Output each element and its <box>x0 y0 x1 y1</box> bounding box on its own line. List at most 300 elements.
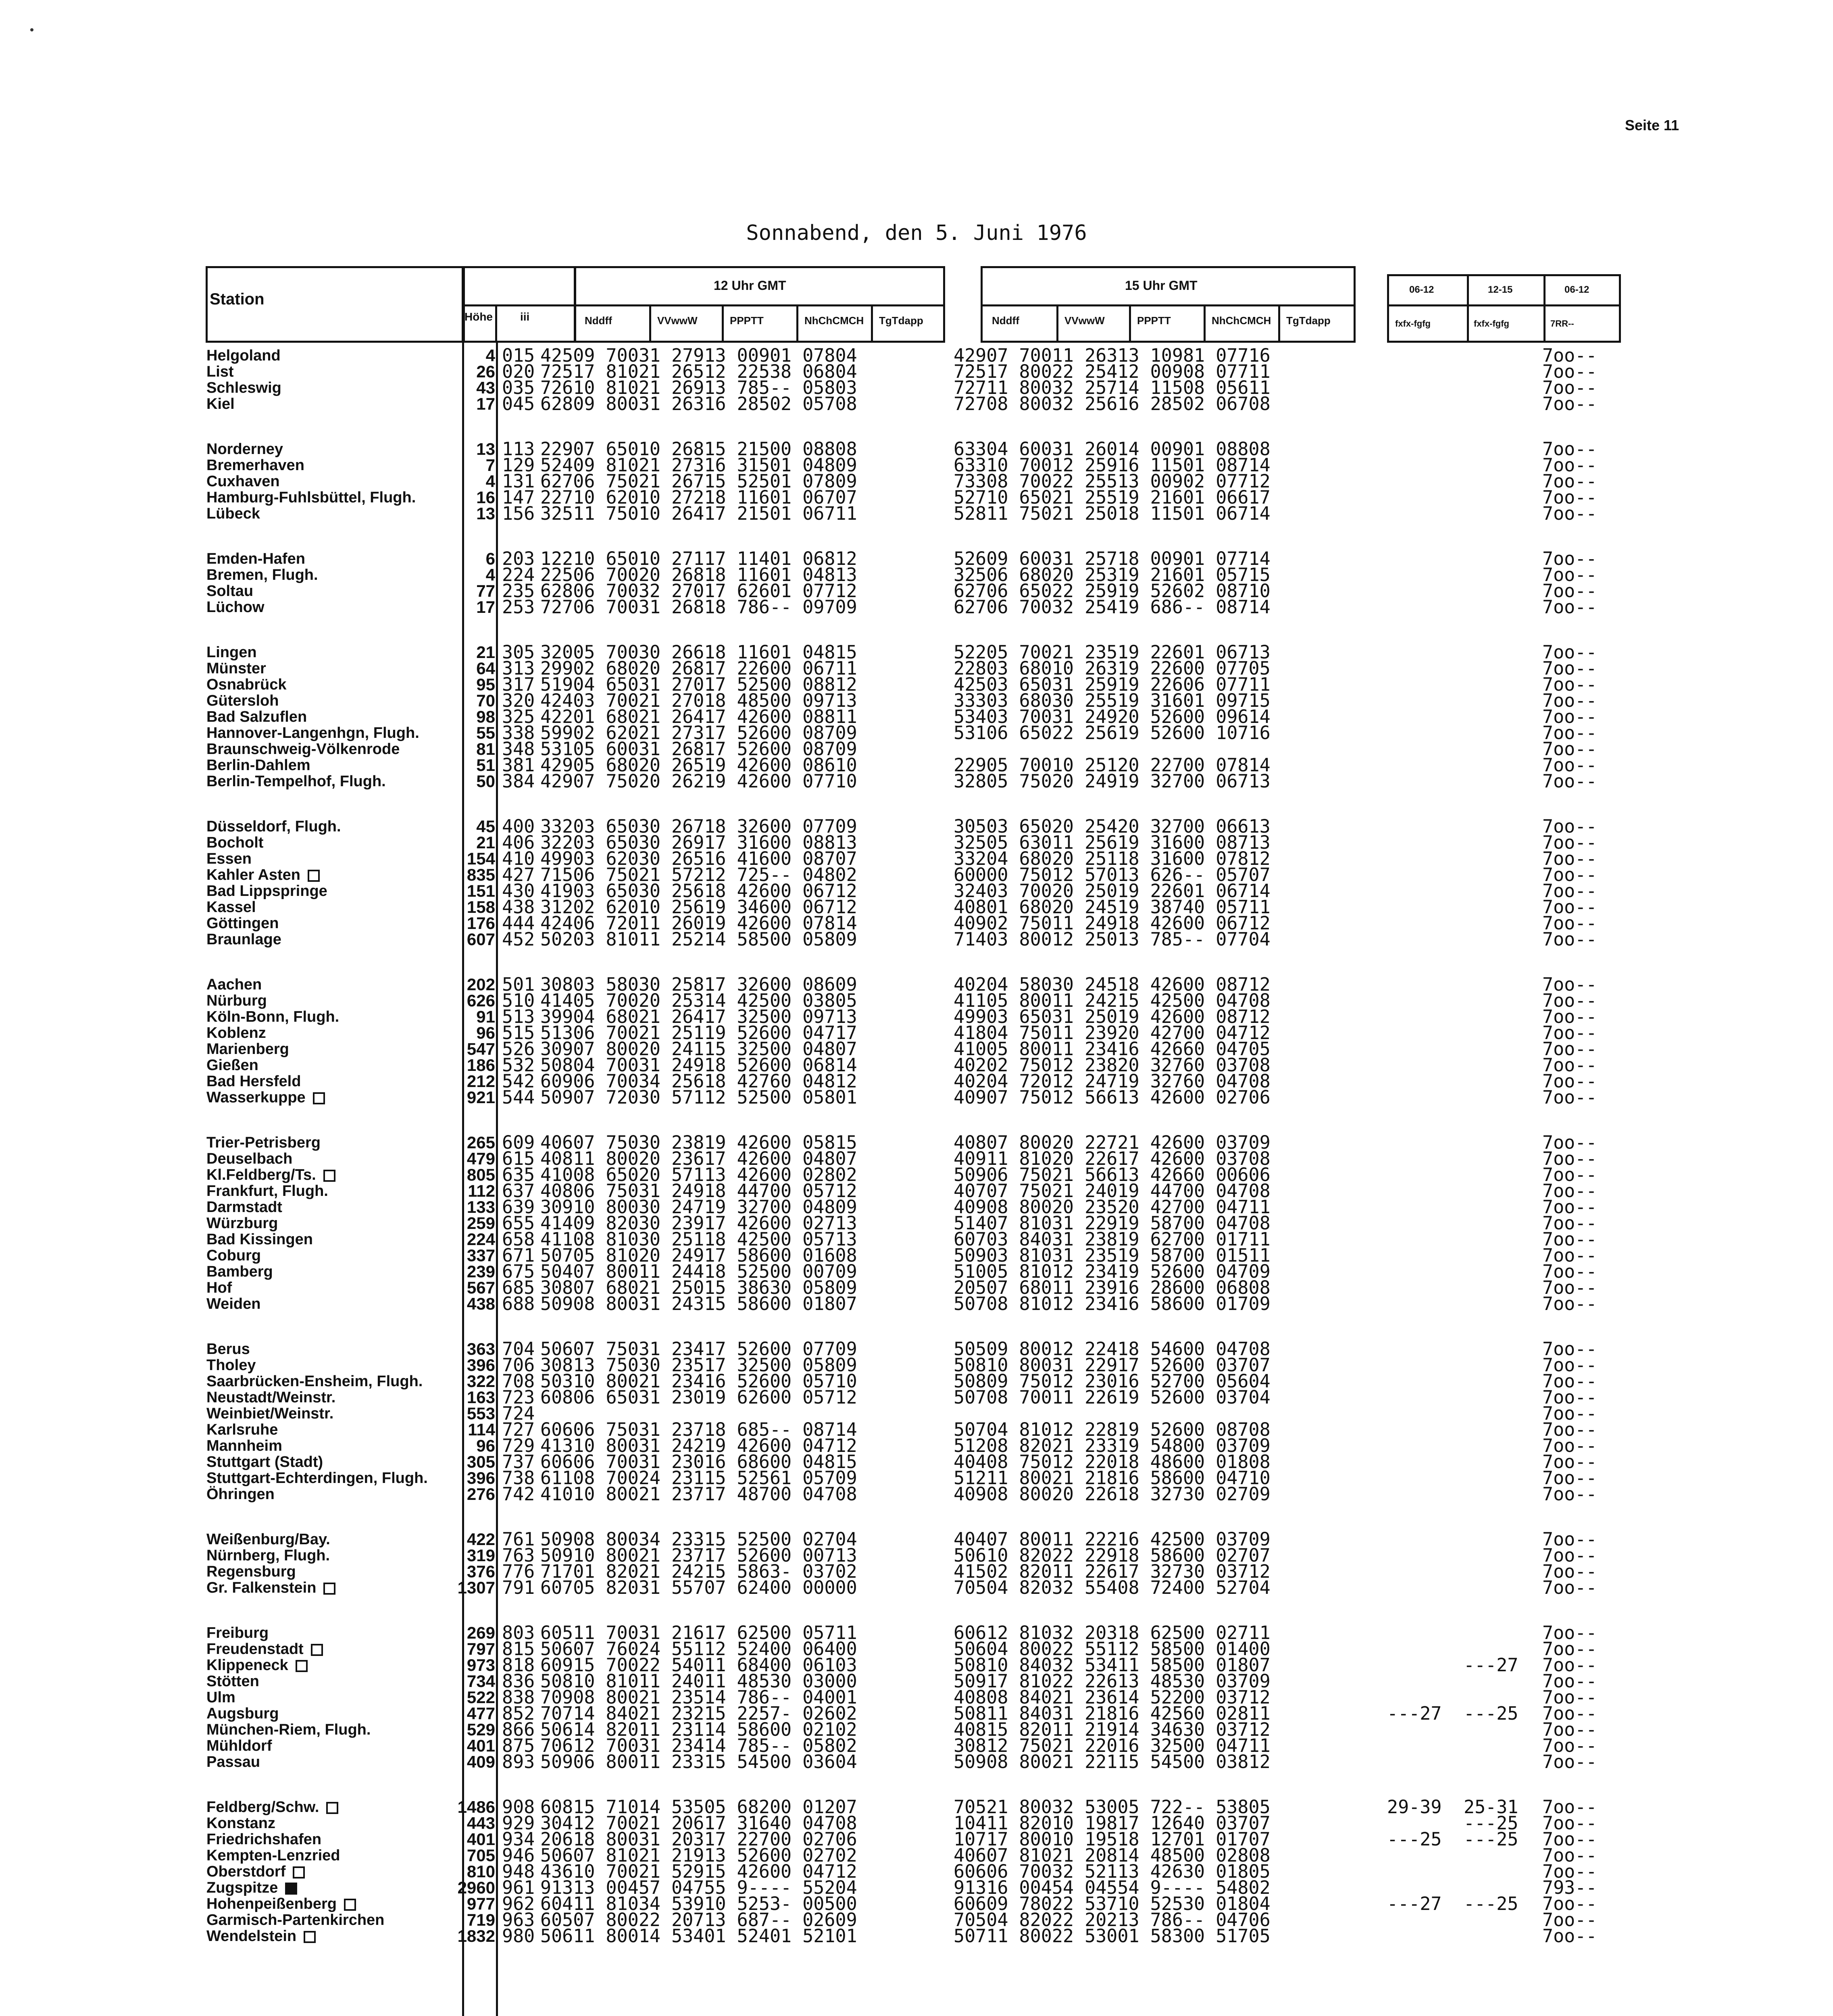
obs-12utc: 50607 75031 23417 52600 07709 <box>540 1338 857 1360</box>
obs-15utc: 42907 70011 26313 10981 07716 <box>954 345 1271 366</box>
station-index: 384 <box>502 771 535 792</box>
extra-col-rule <box>1467 274 1469 343</box>
station-elevation: 6 <box>485 549 495 568</box>
obs-15utc: 40204 72012 24719 32760 04708 <box>954 1070 1271 1092</box>
obs-12utc: 42406 72011 26019 42600 07814 <box>540 912 857 934</box>
precip-06-12: 7oo-- <box>1542 1829 1597 1850</box>
station-index: 929 <box>502 1812 535 1834</box>
station-elevation: 17 <box>476 598 495 616</box>
station-index: 045 <box>502 393 535 414</box>
obs-12utc: 30807 68021 25015 38630 05809 <box>540 1277 857 1298</box>
mountain-station-marker-icon <box>344 1899 356 1911</box>
obs-15utc: 40407 80011 22216 42500 03709 <box>954 1529 1271 1550</box>
station-index: 742 <box>502 1483 535 1505</box>
station-elevation: 805 <box>467 1165 495 1184</box>
col12-header: PPPTT <box>730 314 764 327</box>
station-label: Kassel <box>206 899 256 916</box>
station-label: Hannover-Langenhgn, Flugh. <box>206 725 419 741</box>
station-elevation: 13 <box>476 504 495 523</box>
obs-15utc: 40815 82011 21914 34630 03712 <box>954 1719 1271 1740</box>
mountain-station-marker-icon <box>323 1170 335 1182</box>
mountain-station-marker-icon <box>308 870 320 882</box>
precip-06-12: 7oo-- <box>1542 674 1597 695</box>
station-label: Bremerhaven <box>206 457 304 474</box>
precip-06-12: 7oo-- <box>1542 1212 1597 1234</box>
station-elevation: 401 <box>467 1830 495 1849</box>
station-index: 317 <box>502 674 535 695</box>
obs-15utc: 52205 70021 23519 22601 06713 <box>954 641 1271 663</box>
obs-12utc: 50906 80011 23315 54500 03604 <box>540 1751 857 1772</box>
obs-15utc: 50903 81031 23519 58700 01511 <box>954 1245 1271 1266</box>
station-label: Öhringen <box>206 1486 275 1503</box>
precip-06-12: 7oo-- <box>1542 1022 1597 1043</box>
obs-12utc: 50705 81020 24917 58600 01608 <box>540 1245 857 1266</box>
precip-06-12: 7oo-- <box>1542 754 1597 776</box>
station-elevation: 176 <box>467 914 495 933</box>
station-label: Karlsruhe <box>206 1421 278 1438</box>
station-index: 737 <box>502 1451 535 1472</box>
obs-15utc: 50604 80022 55112 58500 01400 <box>954 1638 1271 1660</box>
station-index: 635 <box>502 1164 535 1185</box>
station-elevation: 376 <box>467 1562 495 1581</box>
precip-06-12: 7oo-- <box>1542 974 1597 995</box>
station-label: Lübeck <box>206 505 260 522</box>
gust-06-12: ---25 <box>1387 1829 1442 1850</box>
station-elevation: 17 <box>476 394 495 413</box>
station-elevation: 319 <box>467 1546 495 1565</box>
obs-12utc: 51306 70021 25119 52600 04717 <box>540 1022 857 1043</box>
obs-12utc: 60411 81034 53910 5253- 00500 <box>540 1893 857 1914</box>
precip-06-12: 7oo-- <box>1542 1435 1597 1456</box>
obs-12utc: 50203 81011 25214 58500 05809 <box>540 929 857 950</box>
precip-06-12: 7oo-- <box>1542 1638 1597 1660</box>
station-elevation: 401 <box>467 1736 495 1755</box>
precip-06-12: 7oo-- <box>1542 1909 1597 1931</box>
station-label: List <box>206 363 234 380</box>
station-elevation: 529 <box>467 1720 495 1739</box>
scan-speck <box>30 28 33 31</box>
station-label: Frankfurt, Flugh. <box>206 1183 328 1200</box>
precip-06-12: 7oo-- <box>1542 848 1597 869</box>
station-label: Düsseldorf, Flugh. <box>206 818 341 835</box>
station-index: 532 <box>502 1054 535 1076</box>
station-label: Coburg <box>206 1247 261 1264</box>
precip-06-12: 7oo-- <box>1542 438 1597 460</box>
station-index: 838 <box>502 1687 535 1708</box>
precip-06-12: 7oo-- <box>1542 1038 1597 1060</box>
station-elevation: 13 <box>476 439 495 458</box>
precip-06-12: 7oo-- <box>1542 1861 1597 1882</box>
obs-15utc: 50810 80031 22917 52600 03707 <box>954 1354 1271 1376</box>
obs-15utc: 50917 81022 22613 48530 03709 <box>954 1670 1271 1692</box>
precip-06-12: 7oo-- <box>1542 1054 1597 1076</box>
station-index: 761 <box>502 1529 535 1550</box>
obs-12utc: 42907 75020 26219 42600 07710 <box>540 771 857 792</box>
station-label: Marienberg <box>206 1041 289 1058</box>
precip-06-12: 7oo-- <box>1542 1893 1597 1914</box>
precip-06-12: 7oo-- <box>1542 1796 1597 1818</box>
obs-15utc: 32805 75020 24919 32700 06713 <box>954 771 1271 792</box>
station-label: Helgoland <box>206 347 281 364</box>
station-label: Nürnberg, Flugh. <box>206 1547 330 1564</box>
precip-06-12: 7oo-- <box>1542 771 1597 792</box>
obs-12utc: 72517 81021 26512 22538 06804 <box>540 361 857 382</box>
station-index: 131 <box>502 471 535 492</box>
station-index: 803 <box>502 1622 535 1643</box>
station-elevation: 133 <box>467 1198 495 1216</box>
station-label: Hof <box>206 1279 232 1296</box>
obs-15utc: 72711 80032 25714 11508 05611 <box>954 377 1271 398</box>
station-elevation: 797 <box>467 1639 495 1658</box>
obs-15utc: 51208 82021 23319 54800 03709 <box>954 1435 1271 1456</box>
station-name <box>206 394 464 414</box>
obs-12utc: 72610 81021 26913 785-- 05803 <box>540 377 857 398</box>
station-index: 655 <box>502 1212 535 1234</box>
gust-12-15: ---25 <box>1464 1829 1518 1850</box>
obs-15utc: 41005 80011 23416 42660 04705 <box>954 1038 1271 1060</box>
station-elevation: 4 <box>485 472 495 491</box>
obs-12utc: 22710 62010 27218 11601 06707 <box>540 487 857 508</box>
station-label: Mühldorf <box>206 1737 272 1754</box>
station-name <box>206 772 464 791</box>
station-index: 738 <box>502 1467 535 1489</box>
station-elevation: 265 <box>467 1133 495 1152</box>
station-label: Essen <box>206 850 252 867</box>
precip-06-12: 7oo-- <box>1542 1261 1597 1282</box>
station-elevation: 70 <box>476 691 495 710</box>
group15-divider <box>981 304 1356 306</box>
extra-header-sub: fxfx-fgfg <box>1395 319 1431 329</box>
obs-15utc: 40801 68020 24519 38740 05711 <box>954 896 1271 918</box>
date-line: Sonnabend, den 5. Juni 1976 <box>746 221 1087 245</box>
station-index: 948 <box>502 1861 535 1882</box>
station-label: Konstanz <box>206 1815 275 1832</box>
station-label: Bamberg <box>206 1263 273 1280</box>
station-label: Cuxhaven <box>206 473 280 490</box>
obs-12utc: 71701 82021 24215 5863- 03702 <box>540 1561 857 1582</box>
station-name <box>206 1926 464 1946</box>
station-elevation: 81 <box>476 739 495 758</box>
station-index: 513 <box>502 1006 535 1027</box>
obs-12utc: 41409 82030 23917 42600 02713 <box>540 1212 857 1234</box>
obs-12utc: 60507 80022 20713 687-- 02609 <box>540 1909 857 1931</box>
obs-12utc: 41108 81030 25118 42500 05713 <box>540 1229 857 1250</box>
station-label: Osnabrück <box>206 676 287 693</box>
col12-header: NhChCMCH <box>804 314 864 327</box>
station-index: 675 <box>502 1261 535 1282</box>
obs-15utc: 53106 65022 25619 52600 10716 <box>954 722 1271 744</box>
obs-15utc: 50811 84031 21816 42560 02811 <box>954 1703 1271 1724</box>
station-index: 544 <box>502 1087 535 1108</box>
col15-header: NhChCMCH <box>1212 314 1271 327</box>
precip-06-12: 7oo-- <box>1542 1751 1597 1772</box>
station-label: Schleswig <box>206 379 281 396</box>
obs-12utc: 40806 75031 24918 44700 05712 <box>540 1180 857 1202</box>
station-elevation: 64 <box>476 659 495 678</box>
obs-12utc: 32203 65030 26917 31600 08813 <box>540 832 857 853</box>
precip-06-12: 7oo-- <box>1542 658 1597 679</box>
precip-06-12: 7oo-- <box>1542 361 1597 382</box>
station-elevation: 719 <box>467 1910 495 1929</box>
station-elevation: 96 <box>476 1023 495 1042</box>
precip-06-12: 7oo-- <box>1542 1370 1597 1392</box>
gust-12-15: ---27 <box>1464 1654 1518 1676</box>
obs-15utc: 60609 78022 53710 52530 01804 <box>954 1893 1271 1914</box>
precip-06-12: 7oo-- <box>1542 1467 1597 1489</box>
station-index: 637 <box>502 1180 535 1202</box>
station-label: Stuttgart (Stadt) <box>206 1454 323 1470</box>
station-elevation: 607 <box>467 930 495 949</box>
station-elevation: 2960 <box>457 1878 495 1897</box>
obs-12utc: 60606 70031 23016 68600 04815 <box>540 1451 857 1472</box>
station-elevation: 305 <box>467 1452 495 1471</box>
gust-12-15: 25-31 <box>1464 1796 1518 1818</box>
station-index: 501 <box>502 974 535 995</box>
obs-12utc: 50804 70031 24918 52600 06814 <box>540 1054 857 1076</box>
col15-rule <box>1056 304 1058 343</box>
precip-06-12: 7oo-- <box>1542 1419 1597 1440</box>
obs-15utc: 40707 75021 24019 44700 04708 <box>954 1180 1271 1202</box>
station-index: 875 <box>502 1735 535 1756</box>
obs-15utc: 70504 82032 55408 72400 52704 <box>954 1577 1271 1598</box>
station-label: Berlin-Dahlem <box>206 757 310 774</box>
station-elevation: 705 <box>467 1846 495 1865</box>
station-index: 852 <box>502 1703 535 1724</box>
station-index: 313 <box>502 658 535 679</box>
precip-06-12: 7oo-- <box>1542 1545 1597 1566</box>
obs-12utc: 49903 62030 26516 41600 08707 <box>540 848 857 869</box>
col15-header: Nddff <box>992 314 1019 327</box>
station-elevation: 7 <box>485 456 495 475</box>
station-elevation: 50 <box>476 772 495 791</box>
precip-06-12: 7oo-- <box>1542 1338 1597 1360</box>
obs-12utc: 53105 60031 26817 52600 08709 <box>540 738 857 760</box>
precip-06-12: 7oo-- <box>1542 471 1597 492</box>
obs-15utc: 62706 70032 25419 686-- 08714 <box>954 596 1271 618</box>
precip-06-12: 7oo-- <box>1542 722 1597 744</box>
station-index: 338 <box>502 722 535 744</box>
station-index: 836 <box>502 1670 535 1692</box>
station-label: Friedrichshafen <box>206 1831 322 1848</box>
station-label: Norderney <box>206 441 283 458</box>
station-index: 934 <box>502 1829 535 1850</box>
station-label: Bad Salzuflen <box>206 708 307 725</box>
precip-06-12: 7oo-- <box>1542 816 1597 837</box>
obs-12utc: 29902 68020 26817 22600 06711 <box>540 658 857 679</box>
station-name <box>206 1088 464 1107</box>
col12-rule <box>796 304 798 343</box>
obs-12utc: 52409 81021 27316 31501 04809 <box>540 454 857 476</box>
group12-divider <box>574 304 945 306</box>
iii-header: iii <box>520 310 530 323</box>
station-elevation: 438 <box>467 1294 495 1313</box>
station-name <box>206 1485 464 1504</box>
obs-15utc: 33303 68030 25519 31601 09715 <box>954 690 1271 711</box>
extra-header-top: 06-12 <box>1409 284 1434 295</box>
station-name <box>206 1752 464 1772</box>
mountain-station-marker-icon <box>304 1931 316 1943</box>
station-index: 609 <box>502 1132 535 1153</box>
mountain-station-marker-icon <box>326 1802 338 1814</box>
station-index: 908 <box>502 1796 535 1818</box>
obs-15utc: 40908 80020 23520 42700 04711 <box>954 1196 1271 1218</box>
obs-12utc: 61108 70024 23115 52561 05709 <box>540 1467 857 1489</box>
station-index: 129 <box>502 454 535 476</box>
obs-15utc: 32506 68020 25319 21601 05715 <box>954 564 1271 585</box>
obs-15utc: 60606 70032 52113 42630 01805 <box>954 1861 1271 1882</box>
precip-06-12: 7oo-- <box>1542 929 1597 950</box>
station-label: Kl.Feldberg/Ts. <box>206 1166 316 1183</box>
station-label: Gießen <box>206 1057 258 1074</box>
obs-15utc: 60000 75012 57013 626-- 05707 <box>954 864 1271 885</box>
station-elevation: 363 <box>467 1339 495 1358</box>
station-index: 723 <box>502 1387 535 1408</box>
station-label: Augsburg <box>206 1705 279 1722</box>
precip-06-12: 7oo-- <box>1542 1229 1597 1250</box>
mountain-station-marker-icon <box>296 1660 308 1672</box>
obs-12utc: 41903 65030 25618 42600 06712 <box>540 880 857 902</box>
obs-15utc: 50610 82022 22918 58600 02707 <box>954 1545 1271 1566</box>
precip-06-12: 7oo-- <box>1542 1006 1597 1027</box>
mountain-station-marker-icon <box>285 1883 297 1895</box>
station-label: Tholey <box>206 1357 256 1374</box>
precip-06-12: 7oo-- <box>1542 1277 1597 1298</box>
station-elevation: 422 <box>467 1530 495 1549</box>
col15-rule <box>1204 304 1206 343</box>
precip-06-12: 7oo-- <box>1542 1622 1597 1643</box>
obs-12utc: 62809 80031 26316 28502 05708 <box>540 393 857 414</box>
obs-12utc: 20618 80031 20317 22700 02706 <box>540 1829 857 1850</box>
gust-06-12: ---27 <box>1387 1893 1442 1914</box>
obs-15utc: 22803 68010 26319 22600 07705 <box>954 658 1271 679</box>
obs-12utc: 43610 70021 52915 42600 04712 <box>540 1861 857 1882</box>
station-label: Kiel <box>206 396 235 412</box>
obs-12utc: 50607 76024 55112 52400 06400 <box>540 1638 857 1660</box>
station-name <box>206 598 464 617</box>
station-elevation: 21 <box>476 643 495 662</box>
obs-15utc: 50906 75021 56613 42660 00606 <box>954 1164 1271 1185</box>
obs-12utc: 50310 80021 23416 52600 05710 <box>540 1370 857 1392</box>
station-elevation: 163 <box>467 1388 495 1407</box>
obs-15utc: 53403 70031 24920 52600 09614 <box>954 706 1271 727</box>
precip-06-12: 7oo-- <box>1542 377 1597 398</box>
station-elevation: 567 <box>467 1278 495 1297</box>
mountain-station-marker-icon <box>313 1092 325 1104</box>
precip-06-12: 7oo-- <box>1542 706 1597 727</box>
precip-06-12: 7oo-- <box>1542 1403 1597 1424</box>
obs-15utc: 50708 81012 23416 58600 01709 <box>954 1293 1271 1314</box>
station-index: 253 <box>502 596 535 618</box>
obs-12utc: 41310 80031 24219 42600 04712 <box>540 1435 857 1456</box>
col15-rule <box>1129 304 1131 343</box>
station-label: Darmstadt <box>206 1199 282 1216</box>
station-elevation: 158 <box>467 898 495 916</box>
precip-06-12: 7oo-- <box>1542 393 1597 414</box>
station-index: 430 <box>502 880 535 902</box>
obs-15utc: 51005 81012 23419 52600 04709 <box>954 1261 1271 1282</box>
extra-col-rule <box>1543 274 1546 343</box>
station-label: Hohenpeißenberg <box>206 1895 337 1912</box>
station-index: 818 <box>502 1654 535 1676</box>
station-elevation: 4 <box>485 565 495 584</box>
station-label: Regensburg <box>206 1563 296 1580</box>
obs-12utc: 60806 65031 23019 62600 05712 <box>540 1387 857 1408</box>
obs-15utc: 50809 75012 23016 52700 05604 <box>954 1370 1271 1392</box>
station-index: 763 <box>502 1545 535 1566</box>
obs-12utc: 70714 84021 23215 2257- 02602 <box>540 1703 857 1724</box>
mountain-station-marker-icon <box>323 1583 335 1595</box>
station-elevation: 239 <box>467 1262 495 1281</box>
col15-rule <box>1278 304 1280 343</box>
station-elevation: 45 <box>476 817 495 836</box>
obs-12utc: 40607 75030 23819 42600 05815 <box>540 1132 857 1153</box>
hoehe-header: Höhe <box>464 310 493 323</box>
station-index: 893 <box>502 1751 535 1772</box>
obs-15utc: 40911 81020 22617 42600 03708 <box>954 1148 1271 1169</box>
precip-06-12: 7oo-- <box>1542 580 1597 602</box>
station-label: Gr. Falkenstein <box>206 1579 317 1596</box>
precip-06-12: 7oo-- <box>1542 1483 1597 1505</box>
station-elevation: 202 <box>467 975 495 994</box>
station-index: 400 <box>502 816 535 837</box>
obs-12utc: 32005 70030 26618 11601 04815 <box>540 641 857 663</box>
station-label: Zugspitze <box>206 1879 278 1896</box>
station-index: 706 <box>502 1354 535 1376</box>
obs-12utc: 42403 70021 27018 48500 09713 <box>540 690 857 711</box>
station-elevation: 1307 <box>457 1578 495 1597</box>
station-index: 035 <box>502 377 535 398</box>
obs-15utc: 52609 60031 25718 00901 07714 <box>954 548 1271 569</box>
station-index: 961 <box>502 1877 535 1898</box>
obs-12utc: 50611 80014 53401 52401 52101 <box>540 1925 857 1947</box>
obs-12utc: 51904 65031 27017 52500 08812 <box>540 674 857 695</box>
obs-15utc: 52811 75021 25018 11501 06714 <box>954 503 1271 524</box>
station-label: Berlin-Tempelhof, Flugh. <box>206 773 386 790</box>
obs-15utc: 10717 80010 19518 12701 01707 <box>954 1829 1271 1850</box>
station-label: Berus <box>206 1341 250 1358</box>
precip-06-12: 7oo-- <box>1542 1654 1597 1676</box>
station-elevation: 1832 <box>457 1926 495 1945</box>
station-label: Aachen <box>206 976 262 993</box>
obs-15utc: 40607 81021 20814 48500 02808 <box>954 1845 1271 1866</box>
precip-06-12: 7oo-- <box>1542 1087 1597 1108</box>
station-elevation: 1486 <box>457 1797 495 1816</box>
station-label: Bad Kissingen <box>206 1231 313 1248</box>
obs-12utc: 41010 80021 23717 48700 04708 <box>540 1483 857 1505</box>
extra-header-top: 12-15 <box>1488 284 1513 295</box>
obs-12utc: 42201 68021 26417 42600 08811 <box>540 706 857 727</box>
col15-header: PPPTT <box>1137 314 1171 327</box>
station-label: Bocholt <box>206 834 264 851</box>
precip-06-12: 7oo-- <box>1542 896 1597 918</box>
station-index: 444 <box>502 912 535 934</box>
obs-12utc: 31202 62010 25619 34600 06712 <box>540 896 857 918</box>
obs-15utc: 50711 80022 53001 58300 51705 <box>954 1925 1271 1947</box>
station-label: Weißenburg/Bay. <box>206 1531 330 1548</box>
extra-header-sub: 7RR-- <box>1550 319 1574 329</box>
station-label: Ulm <box>206 1689 235 1706</box>
precip-06-12: 7oo-- <box>1542 1180 1597 1202</box>
station-index: 113 <box>502 438 535 460</box>
station-index: 320 <box>502 690 535 711</box>
obs-15utc: 22905 70010 25120 22700 07814 <box>954 754 1271 776</box>
precip-06-12: 7oo-- <box>1542 1070 1597 1092</box>
col12-rule <box>649 304 651 343</box>
col12-rule <box>871 304 873 343</box>
station-index: 791 <box>502 1577 535 1598</box>
station-elevation: 43 <box>476 378 495 397</box>
station-index: 203 <box>502 548 535 569</box>
